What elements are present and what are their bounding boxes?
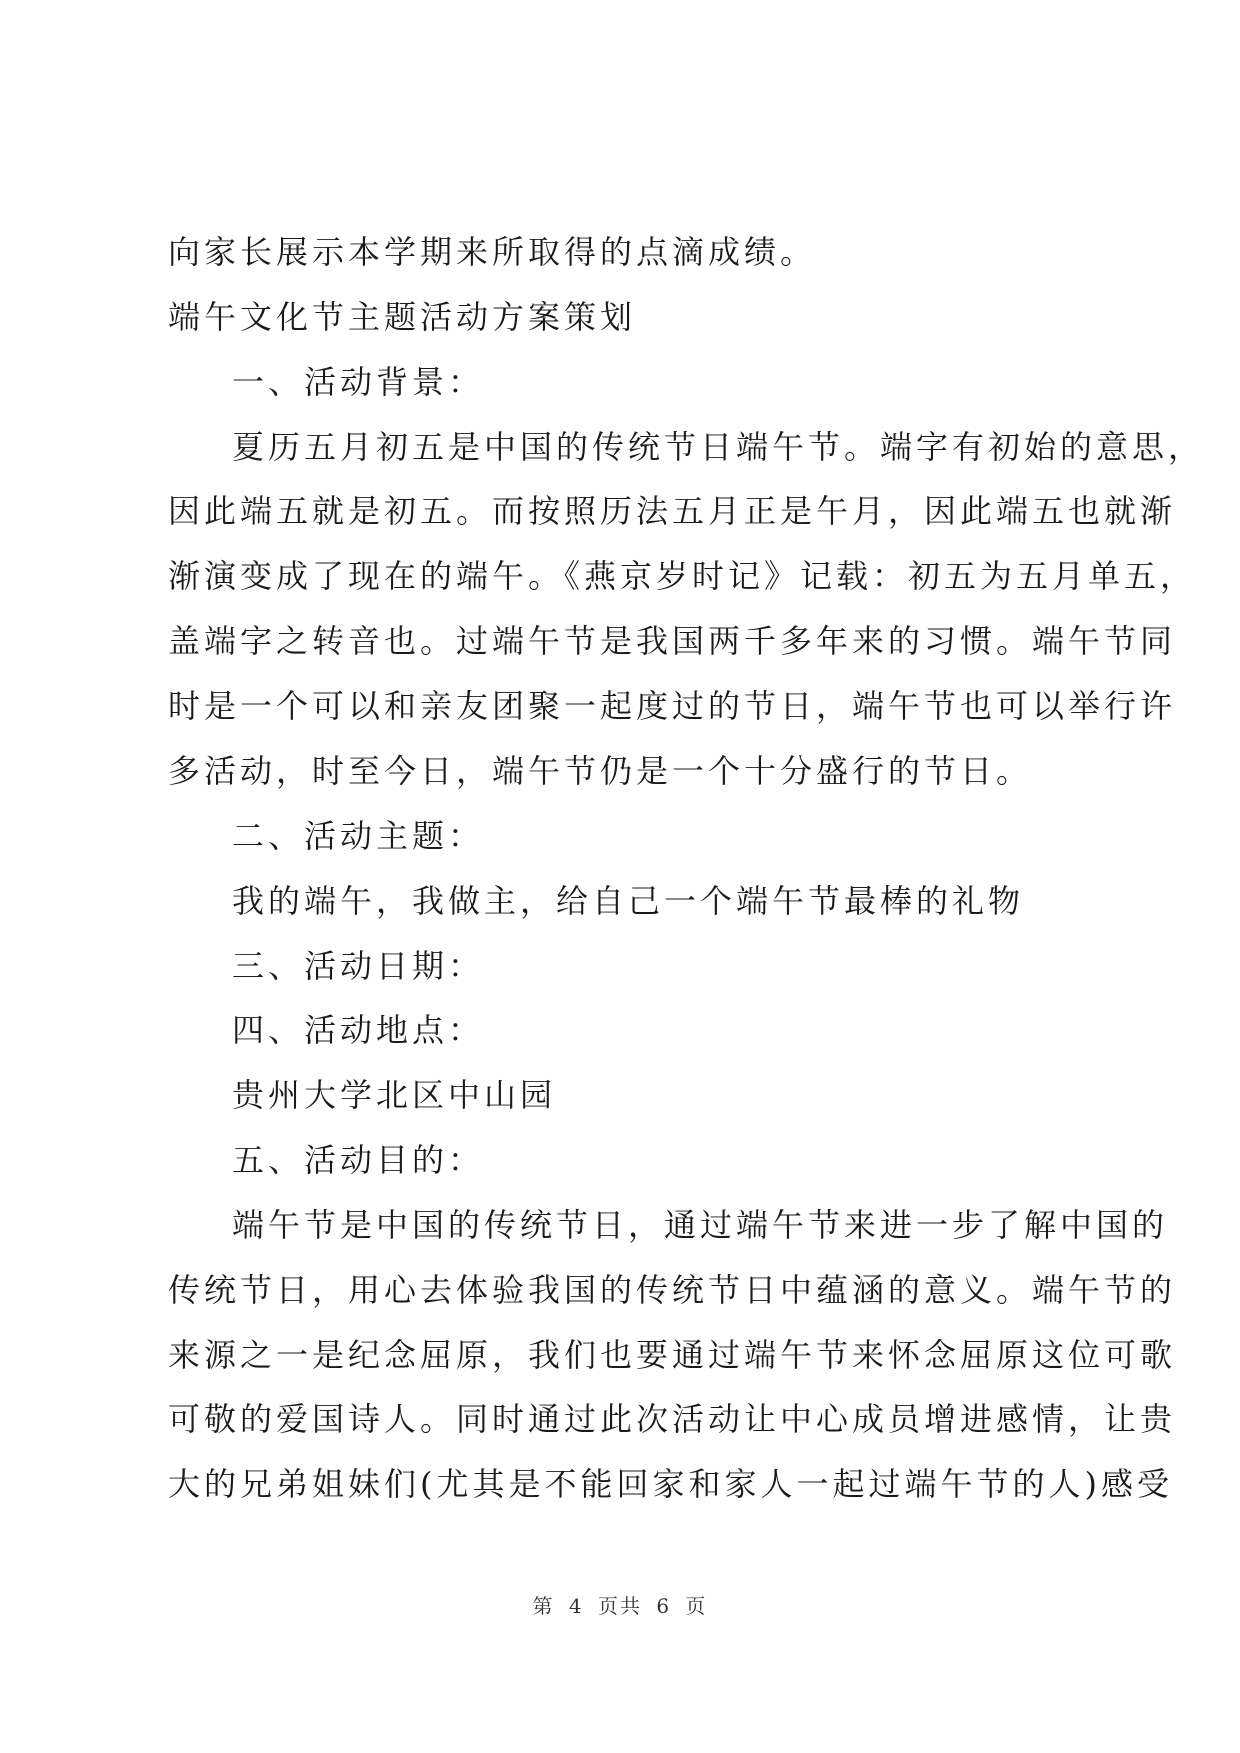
text-line: 可敬的爱国诗人。同时通过此次活动让中心成员增进感情，让贵 <box>168 1400 1177 1438</box>
text-line: 我的端午，我做主，给自己一个端午节最棒的礼物 <box>232 882 1025 920</box>
text-line: 贵州大学北区中山园 <box>232 1076 557 1114</box>
text-line: 多活动，时至今日，端午节仍是一个十分盛行的节日。 <box>168 752 1033 790</box>
heading-location: 四、活动地点： <box>232 1011 485 1049</box>
text-line: 时是一个可以和亲友团聚一起度过的节日，端午节也可以举行许 <box>168 687 1177 725</box>
text-line: 因此端五就是初五。而按照历法五月正是午月，因此端五也就渐 <box>168 492 1177 530</box>
heading-background: 一、活动背景： <box>232 363 485 401</box>
heading-theme: 二、活动主题： <box>232 817 485 855</box>
text-line: 传统节日，用心去体验我国的传统节日中蕴涵的意义。端午节的 <box>168 1271 1177 1309</box>
text-line: 夏历五月初五是中国的传统节日端午节。端字有初始的意思， <box>232 428 1205 466</box>
text-line: 大的兄弟姐妹们(尤其是不能回家和家人一起过端午节的人)感受 <box>168 1465 1173 1503</box>
heading-purpose: 五、活动目的： <box>232 1141 485 1179</box>
text-line: 渐演变成了现在的端午。《燕京岁时记》记载：初五为五月单五， <box>168 557 1197 595</box>
text-line: 向家长展示本学期来所取得的点滴成绩。 <box>168 233 817 271</box>
text-line: 盖端字之转音也。过端午节是我国两千多年来的习惯。端午节同 <box>168 622 1177 660</box>
text-line: 端午节是中国的传统节日，通过端午节来进一步了解中国的 <box>232 1206 1169 1244</box>
section-title: 端午文化节主题活动方案策划 <box>168 298 637 336</box>
text-line: 来源之一是纪念屈原，我们也要通过端午节来怀念屈原这位可歌 <box>168 1336 1177 1374</box>
heading-date: 三、活动日期： <box>232 947 485 985</box>
page-number-footer: 第 4 页共 6 页 <box>532 1594 708 1618</box>
